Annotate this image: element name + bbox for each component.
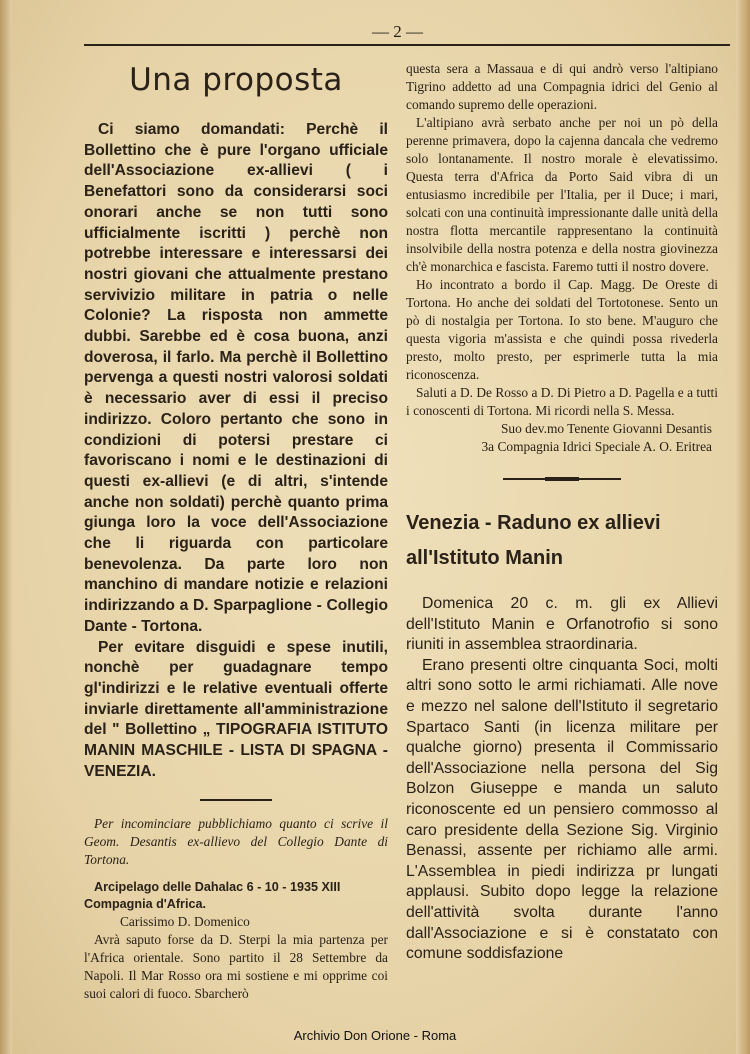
proposal-paragraph-2: Per evitare disguidi e spese inutili, nonchè per guadagnare tempo gl'indirizzi e le relative eventuali offerte inviarle direttamente all'amministrazione del " Bollettino „ TIPOGRAFIA ISTITUTO MANIN MASCHILE - LISTA DI SPAGNA - VENEZIA. xyxy=(84,638,388,780)
letter-place-date: Arcipelago delle Dahalac 6 - 10 - 1935 XIII xyxy=(94,879,341,894)
header-rule xyxy=(84,44,730,46)
left-column xyxy=(84,56,388,1003)
letter-body-cont-4: Saluti a D. De Rosso a D. Di Pietro a D. Pagella e a tutti i conoscenti di Tortona. Mi ricordi nella S. Messa. xyxy=(406,385,718,418)
archive-footer: Archivio Don Orione - Roma xyxy=(293,1028,457,1043)
page-number: — 2 — xyxy=(372,22,423,41)
venezia-paragraph-2: Erano presenti oltre cinquanta Soci, molti altri sono sotto le armi richiamati. Alle nove e mezzo nel salone dell'Istituto il segretario Spartaco Santi (in licenza militare per qualche giorno) presenta il Commissario dell'Associazione nella persona del Sig Bolzon Giuseppe e manda un saluto riconoscente ed un pensiero commosso al caro presidente della Sezione Sig. Virginio Benassi, assente per richiamo alle armi. L'Assemblea in piedi indirizza pr lungati applausi. Subito dopo legge la relazione dell'attività svolta durante l'anno dall'Associazione e si è constatato con comune soddisfazione xyxy=(406,656,718,963)
proposal-paragraph-1: Ci siamo domandati: Perchè il Bollettino che è pure l'organo ufficiale dell'Associazione ex-allievi ( i Benefattori sono da considerarsi soci onorari anche se non tutti sono ufficialmente iscritti ) perchè non potrebbe interessare e interessarsi dei nostri giovani che attualmente prestano servivizio militare in patria o nelle Colonie? La risposta non ammette dubbi. Sarebbe ed è cosa buona, anzi doverosa, il farlo. Ma perchè il Bollettino pervenga a questi nostri valorosi soldati è necessario aver di essi il preciso indirizzo. Coloro pertanto che sono in condizioni di potersi prestare ci favoriscano i nomi e le destinazioni di questi ex-allievi (e di altri, s'intende anche non soldati) perchè quanto prima giunga loro la voce dell'Associazione che li riguarda con particolare benevolenza. Da parte loro non manchino di mandare notizie e relazioni indirizzando a D. Sparpaglione - Collegio Dante - Tortona. xyxy=(84,121,388,635)
letter-intro: Per incominciare pubblichiamo quanto ci scrive il Geom. Desantis ex-allievo del Collegio Dante di Tortona. xyxy=(84,815,388,867)
letter-signature-name: Suo dev.mo Tenente Giovanni Desantis xyxy=(500,421,712,436)
paper-edge-right xyxy=(736,0,750,1054)
venezia-paragraph-1: Domenica 20 c. m. gli ex Allievi dell'Istituto Manin e Orfanotrofio si sono riuniti in assemblea straordinaria. xyxy=(406,595,718,654)
article-separator xyxy=(503,478,621,480)
headline-venezia: Venezia - Raduno ex allievi all'Istituto Manin xyxy=(406,512,661,569)
letter-body-cont-3: Ho incontrato a bordo il Cap. Magg. De Oreste di Tortona. Ho anche dei soldati del Tortotonese. Sento un pò di nostalgia per Tortona. Io sto bene. M'auguro che questa vigoria m'assista e che quindi possa rivederla presto, molto presto, per esprimerle tutta la mia riconoscenza. xyxy=(406,277,718,382)
headline-una-proposta: Una proposta xyxy=(129,62,343,98)
letter-body-start: Avrà saputo forse da D. Sterpi la mia partenza per l'Africa orientale. Sono partito il 28 Settembre da Napoli. Il Mar Rosso ora mi sostiene e mi opprime coi suoi calori di fuoco. Sbarcherò xyxy=(84,931,388,1001)
letter-company: Compagnia d'Africa. xyxy=(84,896,206,911)
letter-salutation: Carissimo D. Domenico xyxy=(120,913,250,929)
paper-edge-left xyxy=(0,0,12,1054)
letter-body-cont-2: L'altipiano avrà serbato anche per noi un pò della perenne primavera, dopo la cajenna dancala che vedremo solo lontanamente. Il nostro morale è elevatissimo. Questa terra d'Africa da Porto Said vibra di un entusiasmo incredibile per l'Italia, per il Duce; i mari, solcati con una continuità impressionante dalle unità della nostra flotta mercantile rappresentano la continuità insolvibile della nostra potenza e della nostra giovinezza ch'è monarchica e fascista. Faremo tutti il nostro dovere. xyxy=(406,115,718,274)
right-column xyxy=(406,60,718,965)
letter-body-cont-1: questa sera a Massaua e di qui andrò verso l'altipiano Tigrino addetto ad una Compagnia idrici del Genio al comando supremo delle operazioni. xyxy=(406,61,718,112)
section-separator xyxy=(200,799,272,801)
letter-signature-unit: 3a Compagnia Idrici Speciale A. O. Eritrea xyxy=(481,439,712,454)
